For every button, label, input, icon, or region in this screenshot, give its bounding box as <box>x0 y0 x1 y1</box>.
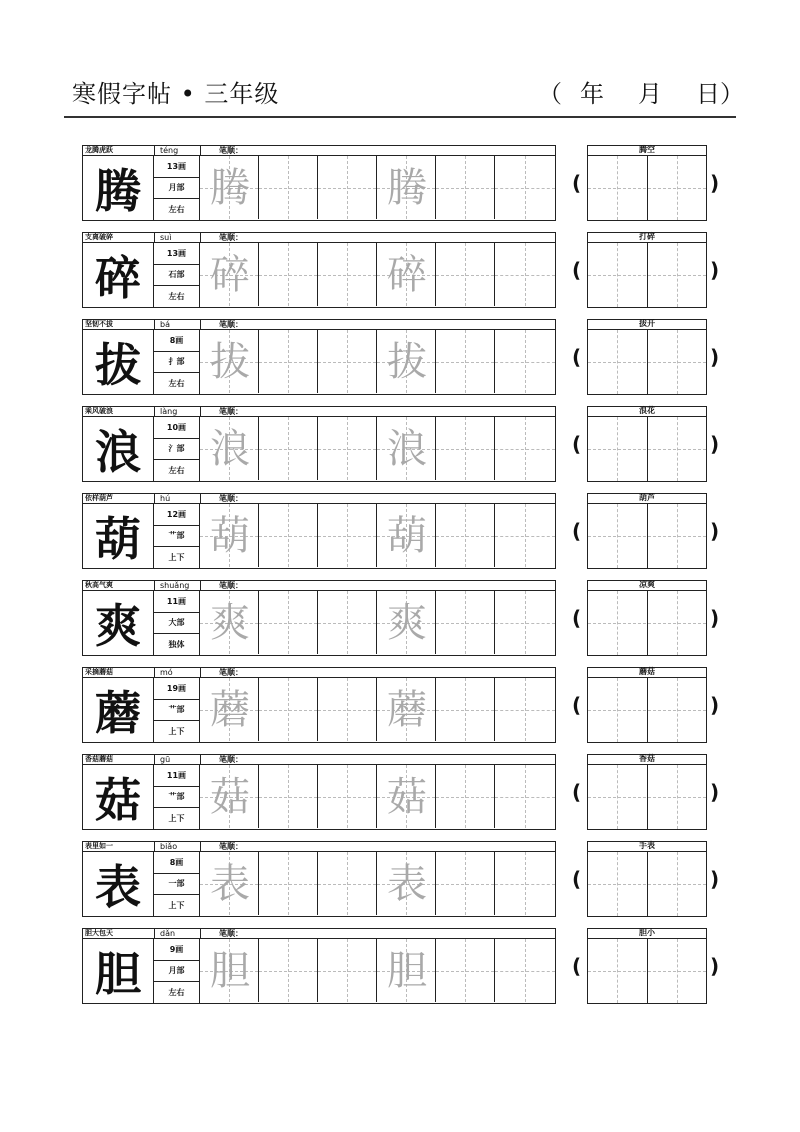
paren-left: ( <box>572 171 582 195</box>
writing-box[interactable] <box>436 939 495 1002</box>
stroke-count: 9画 <box>154 939 199 961</box>
word-answer-box[interactable] <box>587 852 707 917</box>
structure: 左右 <box>168 379 185 389</box>
writing-box[interactable] <box>495 156 556 219</box>
character-meta-strip <box>82 580 556 591</box>
model-character: 表 <box>82 852 154 917</box>
writing-box[interactable] <box>436 591 495 654</box>
paren-left: ( <box>572 954 582 978</box>
guide-line <box>495 797 555 798</box>
paren-left: ( <box>572 258 582 282</box>
writing-box[interactable] <box>318 591 377 654</box>
pinyin: dǎn <box>155 929 201 938</box>
stroke-order-label: 笔顺： <box>219 929 243 938</box>
practice-row <box>82 406 720 482</box>
pinyin: biǎo <box>155 842 201 851</box>
trace-character: 腾 <box>210 165 250 211</box>
guide-line <box>588 362 706 363</box>
trace-character: 碎 <box>387 252 427 298</box>
writing-box[interactable] <box>318 852 377 915</box>
practice-row <box>82 928 720 1004</box>
stroke-count: 13画 <box>154 156 199 178</box>
structure: 左右 <box>168 988 185 998</box>
idiom-hint: 乘风破浪 <box>83 407 155 416</box>
writing-box[interactable] <box>259 504 318 567</box>
guide-line <box>588 188 706 189</box>
guide-line <box>588 623 706 624</box>
guide-line <box>588 275 706 276</box>
paren-left: ( <box>572 693 582 717</box>
writing-box[interactable] <box>259 678 318 741</box>
guide-line <box>318 623 376 624</box>
writing-box[interactable] <box>259 591 318 654</box>
character-info <box>154 243 200 308</box>
pinyin: mó <box>155 668 201 677</box>
character-info <box>154 330 200 395</box>
word-label: 胆小 <box>587 928 707 939</box>
stroke-order-label: 笔顺： <box>219 407 243 416</box>
word-answer-box[interactable] <box>587 417 707 482</box>
structure: 左右 <box>168 292 185 302</box>
writing-box[interactable] <box>318 417 377 480</box>
character-info <box>154 678 200 743</box>
trace-character: 碎 <box>210 252 250 298</box>
guide-line <box>318 362 376 363</box>
guide-line <box>588 971 706 972</box>
writing-box[interactable] <box>436 765 495 828</box>
writing-box[interactable] <box>377 678 436 741</box>
word-label: 打碎 <box>587 232 707 243</box>
writing-grid <box>200 417 556 482</box>
character-meta-strip <box>82 232 556 243</box>
writing-box[interactable] <box>377 939 436 1002</box>
trace-character: 爽 <box>210 600 250 646</box>
writing-box[interactable] <box>436 330 495 393</box>
trace-character: 浪 <box>210 426 250 472</box>
stroke-count: 8画 <box>154 330 199 352</box>
stroke-order-label: 笔顺： <box>219 842 243 851</box>
guide-line <box>259 884 317 885</box>
character-info <box>154 417 200 482</box>
trace-character: 拔 <box>387 339 427 385</box>
guide-line <box>436 449 494 450</box>
paren-left: ( <box>572 867 582 891</box>
writing-grid <box>200 504 556 569</box>
date-fill-area <box>538 74 744 109</box>
stroke-count: 12画 <box>154 504 199 526</box>
radical: 艹部 <box>154 787 199 809</box>
writing-box[interactable] <box>377 765 436 828</box>
guide-line <box>436 971 494 972</box>
paren-right: ) <box>710 171 720 195</box>
guide-line <box>259 188 317 189</box>
year-label: 年 <box>580 80 604 108</box>
idiom-hint: 坚韧不拔 <box>83 320 155 329</box>
practice-row <box>82 319 720 395</box>
writing-box[interactable] <box>377 591 436 654</box>
radical: 月部 <box>154 178 199 200</box>
guide-line <box>588 884 706 885</box>
guide-line <box>259 536 317 537</box>
word-label: 葫芦 <box>587 493 707 504</box>
guide-line <box>318 275 376 276</box>
writing-box[interactable] <box>495 330 556 393</box>
paren-left: ( <box>572 606 582 630</box>
guide-line <box>259 449 317 450</box>
paren-right: ) <box>710 954 720 978</box>
practice-row <box>82 232 720 308</box>
structure: 独体 <box>168 640 185 650</box>
writing-box[interactable] <box>200 939 259 1002</box>
guide-line <box>436 275 494 276</box>
writing-box[interactable] <box>318 765 377 828</box>
guide-line <box>436 188 494 189</box>
day-label: 日） <box>696 80 744 108</box>
word-label: 腾空 <box>587 145 707 156</box>
writing-box[interactable] <box>259 852 318 915</box>
guide-line <box>259 710 317 711</box>
pinyin: suì <box>155 233 201 242</box>
paren-right: ) <box>710 780 720 804</box>
writing-box[interactable] <box>436 852 495 915</box>
paren-right: ) <box>710 432 720 456</box>
guide-line <box>259 971 317 972</box>
idiom-hint: 秋高气爽 <box>83 581 155 590</box>
date-paren-open: （ <box>538 80 562 108</box>
writing-box[interactable] <box>259 243 318 306</box>
stroke-order-label: 笔顺： <box>219 755 243 764</box>
trace-character: 菇 <box>387 774 427 820</box>
word-label: 浪花 <box>587 406 707 417</box>
model-character: 拔 <box>82 330 154 395</box>
trace-character: 葫 <box>387 513 427 559</box>
writing-box[interactable] <box>200 156 259 219</box>
guide-line <box>495 188 555 189</box>
character-meta-strip <box>82 493 556 504</box>
structure: 左右 <box>168 466 185 476</box>
writing-box[interactable] <box>495 591 556 654</box>
structure: 上下 <box>168 901 185 911</box>
model-character: 爽 <box>82 591 154 656</box>
character-info <box>154 504 200 569</box>
stroke-order-label: 笔顺： <box>219 233 243 242</box>
guide-line <box>588 710 706 711</box>
trace-character: 拔 <box>210 339 250 385</box>
practice-row <box>82 667 720 743</box>
word-label: 拔开 <box>587 319 707 330</box>
guide-line <box>318 710 376 711</box>
writing-box[interactable] <box>259 417 318 480</box>
idiom-hint: 龙腾虎跃 <box>83 146 155 155</box>
radical: 氵部 <box>154 439 199 461</box>
guide-line <box>436 797 494 798</box>
radical: 扌部 <box>154 352 199 374</box>
practice-row <box>82 841 720 917</box>
model-character: 胆 <box>82 939 154 1004</box>
guide-line <box>436 536 494 537</box>
radical: 大部 <box>154 613 199 635</box>
structure: 上下 <box>168 727 185 737</box>
character-meta-strip <box>82 667 556 678</box>
paren-left: ( <box>572 432 582 456</box>
writing-grid <box>200 156 556 221</box>
writing-box[interactable] <box>200 243 259 306</box>
writing-grid <box>200 678 556 743</box>
trace-character: 葫 <box>210 513 250 559</box>
guide-line <box>588 449 706 450</box>
word-label: 蘑菇 <box>587 667 707 678</box>
stroke-order-label: 笔顺： <box>219 581 243 590</box>
writing-grid <box>200 852 556 917</box>
writing-box[interactable] <box>259 156 318 219</box>
character-info <box>154 939 200 1004</box>
word-label: 香菇 <box>587 754 707 765</box>
writing-box[interactable] <box>318 330 377 393</box>
idiom-hint: 胆大包天 <box>83 929 155 938</box>
guide-line <box>495 971 555 972</box>
stroke-count: 19画 <box>154 678 199 700</box>
writing-grid <box>200 243 556 308</box>
paren-right: ) <box>710 519 720 543</box>
writing-box[interactable] <box>259 939 318 1002</box>
paren-left: ( <box>572 780 582 804</box>
writing-box[interactable] <box>377 504 436 567</box>
writing-box[interactable] <box>200 330 259 393</box>
guide-line <box>495 275 555 276</box>
writing-box[interactable] <box>318 939 377 1002</box>
writing-box[interactable] <box>259 765 318 828</box>
writing-box[interactable] <box>495 678 556 741</box>
guide-line <box>318 536 376 537</box>
character-meta-strip <box>82 754 556 765</box>
stroke-count: 10画 <box>154 417 199 439</box>
guide-line <box>495 623 555 624</box>
structure: 左右 <box>168 205 185 215</box>
writing-box[interactable] <box>436 243 495 306</box>
writing-box[interactable] <box>318 504 377 567</box>
word-answer-box[interactable] <box>587 156 707 221</box>
idiom-hint: 支离破碎 <box>83 233 155 242</box>
month-label: 月 <box>638 80 662 108</box>
practice-row <box>82 145 720 221</box>
model-character: 葫 <box>82 504 154 569</box>
writing-box[interactable] <box>200 417 259 480</box>
model-character: 菇 <box>82 765 154 830</box>
stroke-order-label: 笔顺： <box>219 494 243 503</box>
trace-character: 蘑 <box>210 687 250 733</box>
writing-box[interactable] <box>436 417 495 480</box>
writing-box[interactable] <box>436 678 495 741</box>
guide-line <box>318 971 376 972</box>
page-header <box>72 72 744 112</box>
word-answer-box[interactable] <box>587 591 707 656</box>
word-answer-box[interactable] <box>587 243 707 308</box>
guide-line <box>259 797 317 798</box>
structure: 上下 <box>168 814 185 824</box>
character-meta-strip <box>82 406 556 417</box>
stroke-count: 8画 <box>154 852 199 874</box>
radical: 一部 <box>154 874 199 896</box>
radical: 月部 <box>154 961 199 983</box>
character-meta-strip <box>82 319 556 330</box>
writing-grid <box>200 939 556 1004</box>
radical: 石部 <box>154 265 199 287</box>
page-title: 寒假字帖 • 三年级 <box>72 80 280 108</box>
guide-line <box>436 710 494 711</box>
model-character: 浪 <box>82 417 154 482</box>
pinyin: làng <box>155 407 201 416</box>
guide-line <box>436 623 494 624</box>
writing-box[interactable] <box>436 156 495 219</box>
writing-box[interactable] <box>200 678 259 741</box>
writing-box[interactable] <box>200 765 259 828</box>
model-character: 腾 <box>82 156 154 221</box>
guide-line <box>436 884 494 885</box>
paren-right: ) <box>710 867 720 891</box>
guide-line <box>318 884 376 885</box>
pinyin: hú <box>155 494 201 503</box>
writing-box[interactable] <box>318 243 377 306</box>
writing-box[interactable] <box>377 852 436 915</box>
trace-character: 表 <box>387 861 427 907</box>
writing-box[interactable] <box>200 591 259 654</box>
writing-box[interactable] <box>318 678 377 741</box>
word-answer-box[interactable] <box>587 504 707 569</box>
guide-line <box>318 188 376 189</box>
writing-box[interactable] <box>200 504 259 567</box>
character-meta-strip <box>82 145 556 156</box>
trace-character: 浪 <box>387 426 427 472</box>
writing-box[interactable] <box>377 156 436 219</box>
stroke-count: 11画 <box>154 591 199 613</box>
stroke-order-label: 笔顺： <box>219 146 243 155</box>
stroke-order-label: 笔顺： <box>219 668 243 677</box>
writing-box[interactable] <box>259 330 318 393</box>
idiom-hint: 香菇蘑菇 <box>83 755 155 764</box>
word-label: 手表 <box>587 841 707 852</box>
guide-line <box>318 449 376 450</box>
guide-line <box>588 797 706 798</box>
writing-box[interactable] <box>200 852 259 915</box>
practice-row <box>82 580 720 656</box>
guide-line <box>495 884 555 885</box>
writing-box[interactable] <box>495 939 556 1002</box>
trace-character: 胆 <box>387 948 427 994</box>
pinyin: shuǎng <box>155 581 201 590</box>
writing-box[interactable] <box>495 243 556 306</box>
word-answer-box[interactable] <box>587 678 707 743</box>
paren-right: ) <box>710 606 720 630</box>
paren-left: ( <box>572 519 582 543</box>
word-label: 凉爽 <box>587 580 707 591</box>
word-answer-box[interactable] <box>587 765 707 830</box>
writing-grid <box>200 765 556 830</box>
guide-line <box>495 536 555 537</box>
guide-line <box>259 275 317 276</box>
pinyin: gū <box>155 755 201 764</box>
guide-line <box>436 362 494 363</box>
guide-line <box>259 362 317 363</box>
paren-left: ( <box>572 345 582 369</box>
practice-row <box>82 754 720 830</box>
trace-character: 蘑 <box>387 687 427 733</box>
trace-character: 爽 <box>387 600 427 646</box>
trace-character: 表 <box>210 861 250 907</box>
stroke-count: 13画 <box>154 243 199 265</box>
pinyin: téng <box>155 146 201 155</box>
character-info <box>154 591 200 656</box>
writing-box[interactable] <box>377 417 436 480</box>
structure: 上下 <box>168 553 185 563</box>
header-divider <box>64 116 736 118</box>
radical: 艹部 <box>154 700 199 722</box>
word-answer-box[interactable] <box>587 939 707 1004</box>
writing-box[interactable] <box>495 852 556 915</box>
character-info <box>154 852 200 917</box>
paren-right: ) <box>710 345 720 369</box>
writing-box[interactable] <box>377 243 436 306</box>
character-meta-strip <box>82 841 556 852</box>
writing-box[interactable] <box>495 417 556 480</box>
word-answer-box[interactable] <box>587 330 707 395</box>
writing-box[interactable] <box>495 765 556 828</box>
trace-character: 腾 <box>387 165 427 211</box>
character-meta-strip <box>82 928 556 939</box>
guide-line <box>318 797 376 798</box>
guide-line <box>588 536 706 537</box>
writing-grid <box>200 330 556 395</box>
idiom-hint: 表里如一 <box>83 842 155 851</box>
writing-box[interactable] <box>318 156 377 219</box>
trace-character: 菇 <box>210 774 250 820</box>
model-character: 碎 <box>82 243 154 308</box>
guide-line <box>259 623 317 624</box>
guide-line <box>495 710 555 711</box>
idiom-hint: 依样葫芦 <box>83 494 155 503</box>
writing-box[interactable] <box>377 330 436 393</box>
character-info <box>154 156 200 221</box>
practice-row <box>82 493 720 569</box>
writing-box[interactable] <box>436 504 495 567</box>
character-info <box>154 765 200 830</box>
stroke-count: 11画 <box>154 765 199 787</box>
writing-grid <box>200 591 556 656</box>
model-character: 蘑 <box>82 678 154 743</box>
pinyin: bá <box>155 320 201 329</box>
stroke-order-label: 笔顺： <box>219 320 243 329</box>
writing-box[interactable] <box>495 504 556 567</box>
trace-character: 胆 <box>210 948 250 994</box>
paren-right: ) <box>710 693 720 717</box>
guide-line <box>495 449 555 450</box>
paren-right: ) <box>710 258 720 282</box>
idiom-hint: 采摘蘑菇 <box>83 668 155 677</box>
radical: 艹部 <box>154 526 199 548</box>
guide-line <box>495 362 555 363</box>
